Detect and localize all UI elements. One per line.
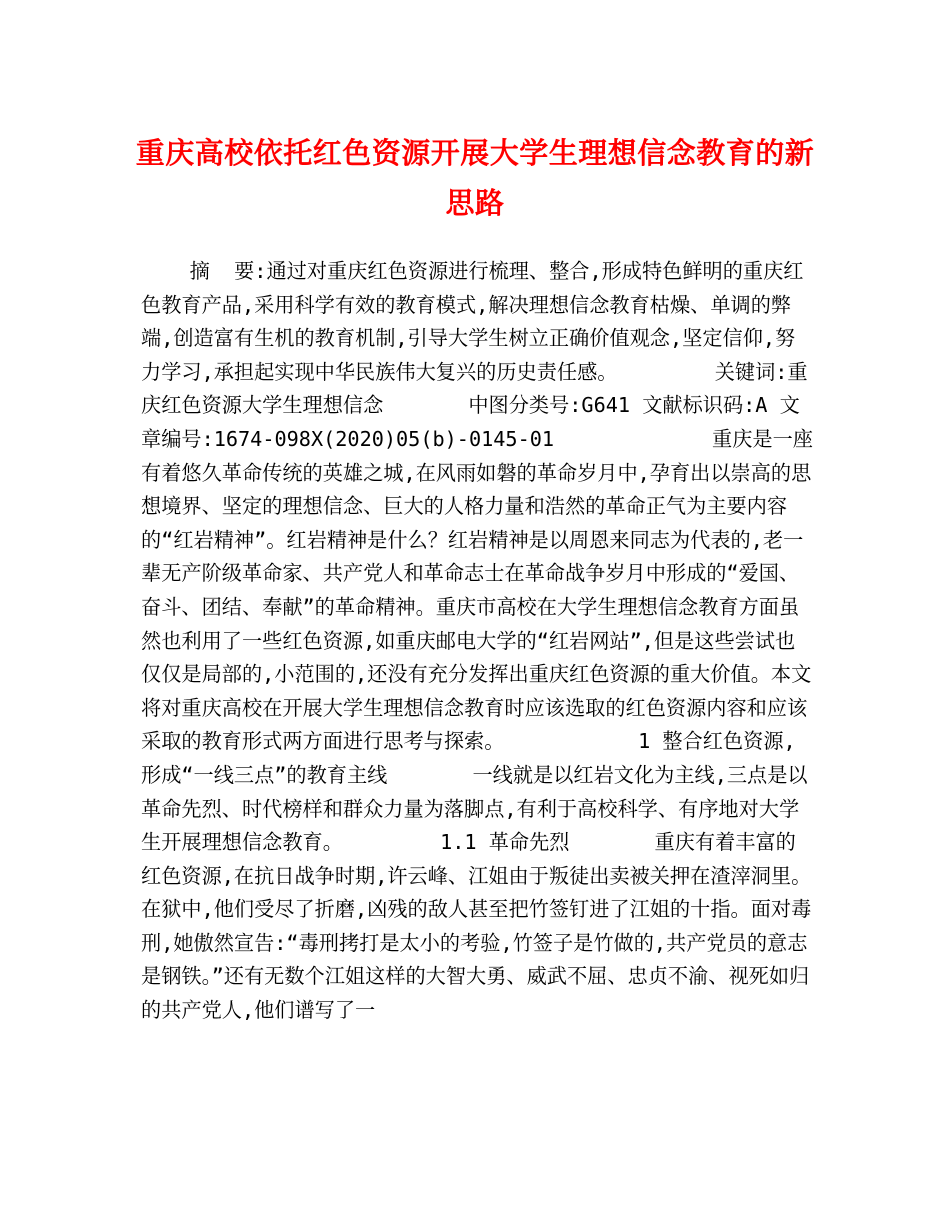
document-title: 重庆高校依托红色资源开展大学生理想信念教育的新思路 [135,136,815,220]
document-body: 摘 要:通过对重庆红色资源进行梳理、整合,形成特色鲜明的重庆红色教育产品,采用科学有效的教育模式,解决理想信念教育枯燥、单调的弊端,创造富有生机的教育机制,引导大学生树立正确价值观念,坚定信仰,努力学习,承担起实现中华民族伟大复兴的历史责任感。 关键词:重庆红色资源大学生理想信念 中图分类号:G641 文献标识码:A 文章编号:1674-098X(2020)05(b)-0145-01 重庆是一座有着悠久革命传统的英雄之城,在风雨如磐的革命岁月中,孕育出以崇高的思想境界、坚定的理想信念、巨大的人格力量和浩然的革命正气为主要内容的“红岩精神”。红岩精神是什么？红岩精神是以周恩来同志为代表的,老一辈无产阶级革命家、共产党人和革命志士在革命战争岁月中形成的“爱国、奋斗、团结、奉献”的革命精神。重庆市高校在大学生理想信念教育方面虽然也利用了一些红色资源,如重庆邮电大学的“红岩网站”,但是这些尝试也仅仅是局部的,小范围的,还没有充分发挥出重庆红色资源的重大价值。本文将对重庆高校在开展大学生理想信念教育时应该选取的红色资源内容和应该采取的教育形式两方面进行思考与探索。 1 整合红色资源,形成“一线三点”的教育主线 一线就是以红岩文化为主线,三点是以革命先烈、时代榜样和群众力量为落脚点,有利于高校科学、有序地对大学生开展理想信念教育。 1.1 革命先烈 重庆有着丰富的红色资源,在抗日战争时期,许云峰、江姐由于叛徒出卖被关押在渣滓洞里。在狱中,他们受尽了折磨,凶残的敌人甚至把竹签钉进了江姐的十指。面对毒刑,她傲然宣告:“毒刑拷打是太小的考验,竹签子是竹做的,共产党员的意志是钢铁。”还有无数个江姐这样的大智大勇、威武不屈、忠贞不渝、视死如归的共产党人,他们谱写了一 [141,259,813,1023]
